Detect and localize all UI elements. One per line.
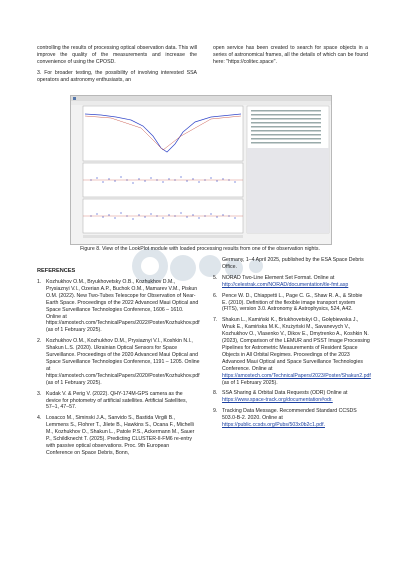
object-list-rows [251,110,321,144]
reference-item [37,338,200,386]
intro-left [37,45,197,88]
reference-item [213,317,371,386]
reference-link[interactable]: https://public.ccsds.org/Pubs/503x0b2c1.pdf. [222,422,325,429]
references-heading: REFERENCES [37,268,76,274]
reference-text [222,317,371,386]
toolbar [71,101,331,105]
reference-text [222,390,368,404]
reference-number: 4. [37,415,42,422]
reference-number: 5. [213,274,218,281]
figure-caption: Figure 8. View of the LookPlot module with loaded processing results from one of the observation nights. [80,246,320,252]
window-titlebar [71,96,331,101]
reference-item [213,275,368,289]
reference-item [37,415,197,456]
reference-text: Germany, 1–4 April 2025, published by the ESA Space Debris Office. [222,257,364,270]
reference-item [37,391,197,412]
reference-item [213,293,368,314]
reference-text [222,275,368,289]
reference-number: 1. [37,279,42,285]
intro-paragraph: open service has been created to search for space objects in a series of astronomical frames, all the details of which can be found here: "https://colitec.space". [213,45,368,65]
window-icon [73,97,76,100]
references-left [37,279,200,461]
time-axis [83,235,243,238]
intro-right [213,45,368,70]
reference-text: Losacco M., Siminski J.A., Sanvido S., Bastida Virgili B., Lemmens S., Flohrer T., Jilete B., Hawkins S., Ocana F., Michelli M., Kozhukhov O., Shakun L., Patole P.S., Ackermann M., Sauer P., Schildknecht T. (2025). Predicting CLUSTER-II-FM6 re-entry with passive optical observations. Proc. 9th European Conference on Space Debris, Bonn, [46,415,195,456]
reference-number: 9. [213,408,218,415]
info-panel [247,148,329,233]
reference-link[interactable]: https://www.space-track.org/documentation#odr. [222,397,333,404]
reference-link[interactable]: http://celestrak.com/NORAD/documentation/tle-fmt.asp [222,281,349,288]
reference-item [37,279,200,334]
reference-number [213,257,222,271]
intro-paragraph: 3. For broader testing, the possibility of involving interested SSA operators and astronomy enthusiasts, an [37,69,197,83]
plot-panel-brightness [83,106,243,161]
reference-text: Kudak V. & Perig V. (2022). QHY-174M-GPS camera as the device for photometry of artificial satellites. Artificial Satellites, 57–1, 47–57. [46,390,187,411]
reference-text: Pence W. D., Chiappetti L., Page C. G., Shaw R. A., & Stobie E. (2010). Definition of the flexible image transport system (FITS), version 3.0. Astronomy & Astrophysics, 524, A42. [222,292,363,313]
reference-body: NORAD Two-Line Element Set Format. Online at [222,274,335,281]
reference-number: 6. [213,292,218,299]
reference-text: Kozhukhov O.M., Kozhukhov D.M., Prysiaznyi V.I., Koshkin N.I., Shakun L.S. (2020). Ukrainian Optical Sensors for Space Surveillance. Proceedings of the 2020 Advanced Maui Optical and Space Surveillance Technologies Conference, 1191 – 1205. Online at https://amostech.com/TechnicalPapers/2020/Poster/Kozhukhov.pdf (as of 1 February 2025). [46,338,200,386]
reference-text: Kozhukhov O.M., Bryukhovetsky O.B., Kozhukhov D.M., Prysiaznyi V.I., Ozerian A.P., Buchok O.M., Mamarev V.M., Piskun O.M. (2022). New Two-Tubes Telescope for Observation of Near-Earth Space. Proceedings of the 2022 Advanced Maui Optical and Space Surveillance Technologies Conference, 1606 – 1610. Online at https://amostech.com/TechnicalPapers/2022/Poster/Kozhukhov.pdf (as of 1 February 2025). [46,279,200,334]
reference-tail: (as of 1 February 2025). [222,379,278,386]
reference-body: Tracking Data Message. Recommended Standard CCSDS 503.0-B-2. 2020. Online at [222,408,357,422]
references-right [213,257,371,433]
lookplot-screenshot [71,96,331,244]
reference-number: 8. [213,390,218,397]
reference-number: 2. [37,338,42,345]
reference-link[interactable]: https://amostech.com/TechnicalPapers/2023/Poster/Shakun2.pdf [222,372,371,379]
reference-body: SSA Sharing & Orbital Data Requests (ODR) Online at [222,390,348,397]
reference-item [213,408,368,429]
reference-item [213,390,368,404]
intro-paragraph: controlling the results of processing optical observation data. This will improve the quality of the measurements and increase the convenience of using the CPOSD. [37,45,197,65]
reference-number: 7. [213,317,218,324]
reference-number: 3. [37,390,42,397]
lookplot-figure [70,95,332,245]
reference-text [222,408,368,429]
reference-body: Shakun L., Kamiński K., Briukhovetskyi O., Gołębiewska J., Wnuk E., Kamińska M.K., Krużyński M., Savanevych V., Kozhukhov O., Vlasenko V., Dikov E., Dmytrenko A., Koshkin N. (2023), Comparison of the LEMUR and PSST Image Processing Pipelines for Astrometric Measurements of Resident Space Objects in All Orbital Regimes. Proceedings of the 2023 Advanced Maui Optical and Space Surveillance Technologies Conference. Online at [222,317,370,372]
reference-item [213,257,368,271]
